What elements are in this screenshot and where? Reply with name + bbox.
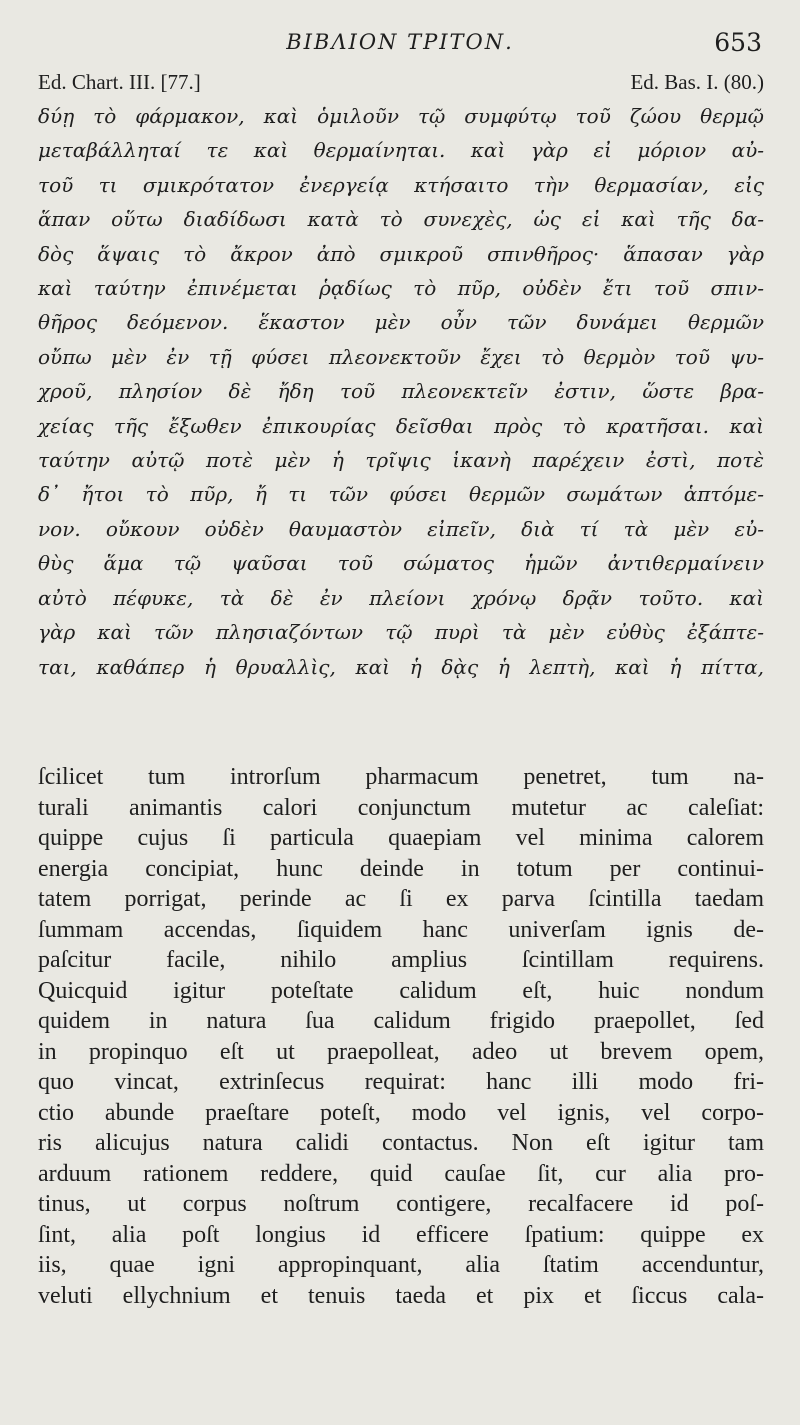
- greek-text-line: οὔπω μὲν ἐν τῇ φύσει πλεονεκτοῦν ἔχει τὸ θερμὸν τοῦ ψυ-: [38, 344, 764, 369]
- latin-text-line: quo vincat, extrinſecus requirat: hanc illi modo fri-: [38, 1069, 764, 1095]
- greek-text-line: χροῦ, πλησίον δὲ ἤδη τοῦ πλεονεκτεῖν ἐστιν, ὥστε βρα-: [38, 379, 764, 404]
- greek-text-line: δύῃ τὸ φάρμακον, καὶ ὁμιλοῦν τῷ συμφύτῳ τοῦ ζώου θερμῷ: [38, 104, 764, 128]
- latin-text-line: energia concipiat, hunc deinde in totum per continui-: [38, 855, 764, 882]
- latin-text-line: in propinquo eſt ut praepolleat, adeo ut brevem opem,: [38, 1038, 764, 1065]
- greek-text-line: μεταβάλληταί τε καὶ θερμαίνηται. καὶ γὰρ εἰ μόριον αὐ-: [38, 138, 764, 163]
- greek-text-line: αὐτὸ πέφυκε, τὰ δὲ ἐν πλείονι χρόνῳ δρᾷν τοῦτο. καὶ: [38, 585, 764, 610]
- edition-reference-chartier: Ed. Chart. III. [77.]: [38, 70, 201, 94]
- greek-text-line: χείας τῆς ἔξωθεν ἐπικουρίας δεῖσθαι πρὸς τὸ κρατῆσαι. καὶ: [38, 413, 764, 438]
- latin-text-line: ctio abunde praeſtare poteſt, modo vel ignis, vel corpo-: [38, 1099, 764, 1126]
- greek-text-line: ταύτην αὐτῷ ποτὲ μὲν ἡ τρῖψις ἱκανὴ παρέχειν ἐστὶ, ποτὲ: [38, 448, 764, 473]
- greek-text-block: [38, 99, 764, 684]
- latin-text-line: ſint, alia poſt longius id efficere ſpatium: quippe ex: [38, 1221, 764, 1248]
- greek-text-line: γὰρ καὶ τῶν πλησιαζόντων τῷ πυρὶ τὰ μὲν εὐθὺς ἐξάπτε-: [38, 620, 764, 645]
- latin-text-line: iis, quae igni appropinquant, alia ſtatim accenduntur,: [38, 1252, 764, 1278]
- running-title: ΒΙΒΛΙΟΝ ΤΡΙΤΟΝ.: [286, 30, 514, 54]
- latin-text-line: quippe cujus ſi particula quaepiam vel minima calorem: [38, 825, 764, 851]
- greek-text-line: δ᾽ ἤτοι τὸ πῦρ, ἤ τι τῶν φύσει θερμῶν σωμάτων ἁπτόμε-: [38, 482, 764, 507]
- latin-text-line: paſcitur facile, nihilo amplius ſcintillam requirens.: [38, 947, 764, 973]
- greek-text-line: τοῦ τι σμικρότατον ἐνεργείᾳ κτήσαιτο τὴν θερμασίαν, εἰς: [38, 172, 764, 197]
- latin-text-line: tinus, ut corpus noſtrum contigere, recalfacere id poſ-: [38, 1191, 764, 1217]
- page-number: 653: [714, 28, 762, 57]
- edition-references: [38, 70, 764, 100]
- greek-text-line: ἅπαν οὕτω διαδίδωσι κατὰ τὸ συνεχὲς, ὡς εἰ καὶ τῆς δα-: [38, 207, 764, 232]
- latin-text-line: arduum rationem reddere, quid cauſae ſit, cur alia pro-: [38, 1160, 764, 1187]
- latin-text-block: [38, 762, 764, 1311]
- latin-text-line: ſummam accendas, ſiquidem hanc univerſam ignis de-: [38, 916, 764, 943]
- greek-text-line: θὺς ἅμα τῷ ψαῦσαι τοῦ σώματος ἡμῶν ἀντιθερμαίνειν: [38, 551, 764, 576]
- greek-text-line: νον. οὔκουν οὐδὲν θαυμαστὸν εἰπεῖν, διὰ τί τὰ μὲν εὐ-: [38, 516, 764, 541]
- latin-text-line: ſcilicet tum introrſum pharmacum penetret, tum na-: [38, 764, 764, 790]
- latin-text-line: veluti ellychnium et tenuis taeda et pix et ſiccus cala-: [38, 1282, 764, 1309]
- latin-text-line: quidem in natura ſua calidum frigido praepollet, ſed: [38, 1008, 764, 1034]
- greek-text-line: ται, καθάπερ ἡ θρυαλλὶς, καὶ ἡ δᾲς ἡ λεπτὴ, καὶ ἡ πίττα,: [38, 654, 764, 679]
- latin-text-line: Quicquid igitur poteſtate calidum eſt, huic nondum: [38, 977, 764, 1004]
- latin-text-line: tatem porrigat, perinde ac ſi ex parva ſcintilla taedam: [38, 886, 764, 912]
- latin-text-line: turali animantis calori conjunctum mutetur ac caleſiat:: [38, 794, 764, 821]
- greek-text-line: καὶ ταύτην ἐπινέμεται ῥᾳδίως τὸ πῦρ, οὐδὲν ἔτι τοῦ σπιν-: [38, 276, 764, 301]
- edition-reference-basel: Ed. Bas. I. (80.): [630, 70, 764, 94]
- greek-text-line: θῆρος δεόμενον. ἕκαστον μὲν οὖν τῶν δυνάμει θερμῶν: [38, 310, 764, 335]
- greek-text-line: δὸς ἅψαις τὸ ἄκρον ἀπὸ σμικροῦ σπινθῆρος· ἅπασαν γὰρ: [38, 241, 764, 266]
- latin-text-line: ris alicujus natura calidi contactus. Non eſt igitur tam: [38, 1130, 764, 1156]
